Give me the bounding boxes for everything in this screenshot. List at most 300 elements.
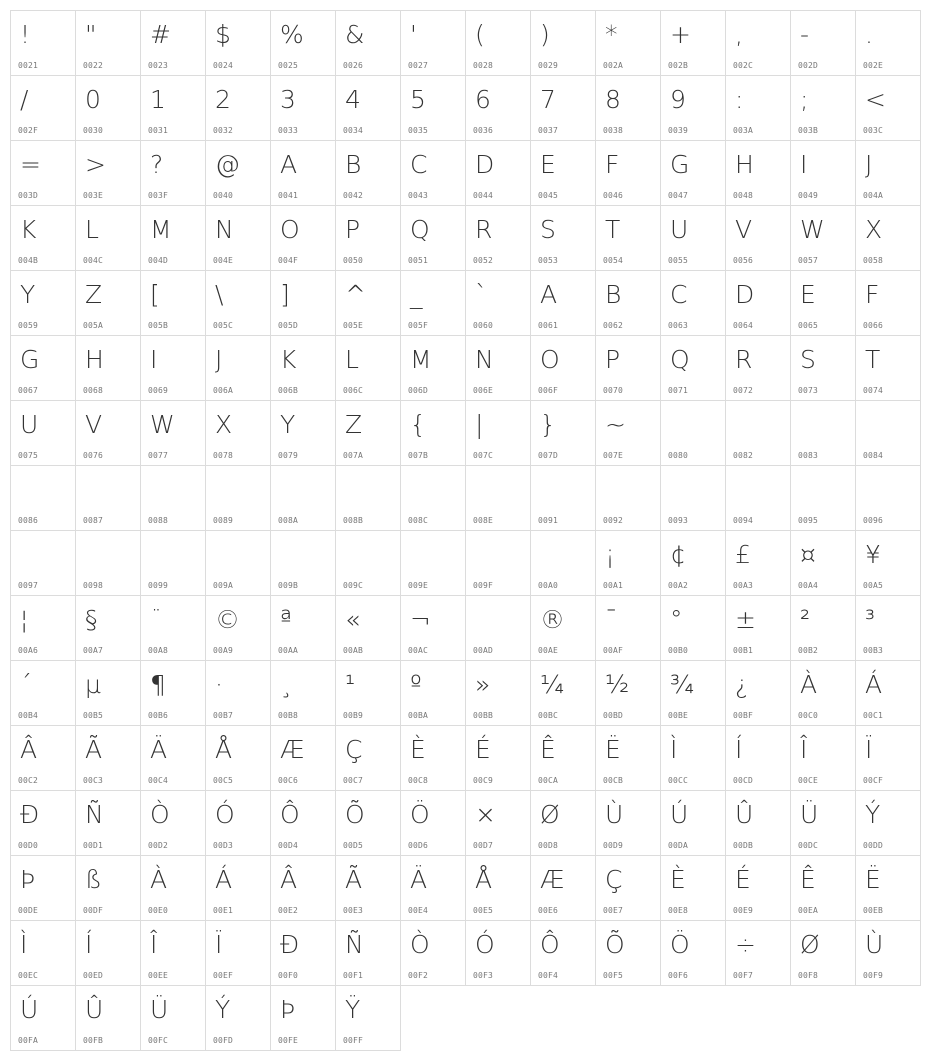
codepoint-label: 00DE xyxy=(18,906,39,915)
glyph-cell xyxy=(400,595,466,661)
glyph-cell xyxy=(75,205,141,271)
codepoint-label: 0071 xyxy=(668,386,689,395)
glyph-cell xyxy=(270,270,336,336)
glyph-sample: Û xyxy=(85,995,103,1024)
glyph-sample: ^ xyxy=(345,280,365,309)
glyph-sample: O xyxy=(280,215,299,244)
codepoint-label: 00BF xyxy=(733,711,754,720)
glyph-cell xyxy=(400,140,466,206)
glyph-sample: Ó xyxy=(215,800,234,829)
glyph-cell xyxy=(205,140,271,206)
glyph-cell xyxy=(75,75,141,141)
codepoint-label: 00BE xyxy=(668,711,689,720)
codepoint-label: 0058 xyxy=(863,256,884,265)
glyph-cell xyxy=(855,10,921,76)
codepoint-label: 0088 xyxy=(148,516,169,525)
glyph-sample: # xyxy=(150,20,170,49)
codepoint-label: 00E8 xyxy=(668,906,689,915)
glyph-cell xyxy=(140,725,206,791)
glyph-cell xyxy=(725,920,791,986)
glyph-cell xyxy=(140,10,206,76)
glyph-cell xyxy=(205,855,271,921)
codepoint-label: 008B xyxy=(343,516,364,525)
glyph-sample: Å xyxy=(215,735,232,764)
codepoint-label: 008C xyxy=(408,516,429,525)
glyph-sample: Ì xyxy=(670,735,677,764)
codepoint-label: 00D9 xyxy=(603,841,624,850)
glyph-sample: E xyxy=(540,150,555,179)
glyph-sample: ¥ xyxy=(865,540,880,569)
glyph-cell xyxy=(270,855,336,921)
codepoint-label: 00DB xyxy=(733,841,754,850)
codepoint-label: 0089 xyxy=(213,516,234,525)
glyph-cell xyxy=(725,465,791,531)
glyph-sample: K xyxy=(280,345,296,374)
glyph-cell xyxy=(205,790,271,856)
glyph-cell xyxy=(205,465,271,531)
codepoint-label: 0073 xyxy=(798,386,819,395)
glyph-cell xyxy=(335,465,401,531)
glyph-sample: ) xyxy=(540,20,549,49)
glyph-sample: ² xyxy=(800,605,810,634)
glyph-sample: Z xyxy=(345,410,362,439)
codepoint-label: 0074 xyxy=(863,386,884,395)
glyph-cell xyxy=(270,400,336,466)
glyph-sample: À xyxy=(150,865,167,894)
codepoint-label: 00B9 xyxy=(343,711,364,720)
codepoint-label: 00B5 xyxy=(83,711,104,720)
glyph-cell xyxy=(400,660,466,726)
codepoint-label: 00AF xyxy=(603,646,624,655)
codepoint-label: 00F1 xyxy=(343,971,364,980)
codepoint-label: 00B8 xyxy=(278,711,299,720)
codepoint-label: 0038 xyxy=(603,126,624,135)
codepoint-label: 009A xyxy=(213,581,234,590)
glyph-sample: Y xyxy=(20,280,35,309)
glyph-cell xyxy=(400,530,466,596)
codepoint-label: 0037 xyxy=(538,126,559,135)
glyph-sample: C xyxy=(410,150,427,179)
glyph-cell xyxy=(855,335,921,401)
glyph-sample: Ú xyxy=(670,800,688,829)
codepoint-label: 00A3 xyxy=(733,581,754,590)
glyph-cell xyxy=(75,140,141,206)
codepoint-label: 00A6 xyxy=(18,646,39,655)
glyph-cell xyxy=(790,920,856,986)
codepoint-label: 00D3 xyxy=(213,841,234,850)
glyph-cell xyxy=(530,855,596,921)
glyph-cell xyxy=(270,75,336,141)
codepoint-label: 00FA xyxy=(18,1036,39,1045)
glyph-cell xyxy=(465,530,531,596)
codepoint-label: 00A7 xyxy=(83,646,104,655)
glyph-cell xyxy=(400,920,466,986)
glyph-cell xyxy=(465,725,531,791)
glyph-cell xyxy=(335,920,401,986)
codepoint-label: 00A9 xyxy=(213,646,234,655)
codepoint-label: 007C xyxy=(473,451,494,460)
glyph-sample: Ö xyxy=(410,800,429,829)
glyph-cell xyxy=(790,10,856,76)
codepoint-label: 00E9 xyxy=(733,906,754,915)
glyph-cell xyxy=(10,205,76,271)
glyph-cell xyxy=(530,400,596,466)
glyph-sample: Ä xyxy=(150,735,167,764)
codepoint-label: 0093 xyxy=(668,516,689,525)
glyph-cell xyxy=(595,725,661,791)
glyph-sample: J xyxy=(215,345,222,374)
glyph-cell xyxy=(205,400,271,466)
glyph-cell xyxy=(270,920,336,986)
character-map-grid xyxy=(10,10,920,1050)
codepoint-label: 00D2 xyxy=(148,841,169,850)
glyph-cell xyxy=(595,400,661,466)
glyph-sample: ¶ xyxy=(150,670,165,699)
glyph-sample: $ xyxy=(215,20,230,49)
glyph-cell xyxy=(400,75,466,141)
glyph-cell xyxy=(205,985,271,1051)
glyph-cell xyxy=(205,335,271,401)
codepoint-label: 00F4 xyxy=(538,971,559,980)
glyph-cell xyxy=(140,985,206,1051)
glyph-sample: Ø xyxy=(540,800,559,829)
glyph-cell xyxy=(725,205,791,271)
codepoint-label: 0075 xyxy=(18,451,39,460)
glyph-sample: Ò xyxy=(410,930,429,959)
glyph-sample: K xyxy=(20,215,36,244)
glyph-cell xyxy=(660,10,726,76)
glyph-cell xyxy=(335,985,401,1051)
glyph-cell xyxy=(335,855,401,921)
codepoint-label: 00CF xyxy=(863,776,884,785)
glyph-sample: ¦ xyxy=(20,605,28,634)
glyph-cell xyxy=(725,400,791,466)
glyph-cell xyxy=(725,530,791,596)
glyph-sample: Ð xyxy=(20,800,39,829)
codepoint-label: 009B xyxy=(278,581,299,590)
glyph-cell xyxy=(270,725,336,791)
glyph-sample: ¨ xyxy=(150,605,162,634)
codepoint-label: 008E xyxy=(473,516,494,525)
glyph-sample: È xyxy=(410,735,425,764)
glyph-cell xyxy=(660,725,726,791)
glyph-cell xyxy=(335,75,401,141)
glyph-sample: W xyxy=(800,215,824,244)
glyph-cell xyxy=(400,855,466,921)
glyph-cell xyxy=(205,270,271,336)
codepoint-label: 00F7 xyxy=(733,971,754,980)
glyph-sample: ´ xyxy=(20,670,32,699)
glyph-sample: X xyxy=(215,410,232,439)
glyph-cell xyxy=(790,335,856,401)
codepoint-label: 0086 xyxy=(18,516,39,525)
glyph-cell xyxy=(270,985,336,1051)
glyph-cell xyxy=(660,140,726,206)
glyph-sample: P xyxy=(605,345,620,374)
glyph-sample: Ÿ xyxy=(345,995,360,1024)
glyph-sample: ? xyxy=(150,150,163,179)
glyph-cell xyxy=(465,790,531,856)
glyph-sample: : xyxy=(735,85,743,114)
codepoint-label: 00E6 xyxy=(538,906,559,915)
glyph-sample: } xyxy=(540,410,555,439)
glyph-cell xyxy=(140,270,206,336)
glyph-sample: 9 xyxy=(670,85,685,114)
glyph-sample: ß xyxy=(85,865,101,894)
codepoint-label: 00A4 xyxy=(798,581,819,590)
codepoint-label: 0051 xyxy=(408,256,429,265)
glyph-sample: ( xyxy=(475,20,484,49)
codepoint-label: 00C3 xyxy=(83,776,104,785)
codepoint-label: 0095 xyxy=(798,516,819,525)
glyph-cell xyxy=(10,465,76,531)
codepoint-label: 00F6 xyxy=(668,971,689,980)
glyph-cell xyxy=(140,465,206,531)
codepoint-label: 00EC xyxy=(18,971,39,980)
glyph-cell xyxy=(660,660,726,726)
glyph-sample: 2 xyxy=(215,85,230,114)
codepoint-label: 00B6 xyxy=(148,711,169,720)
glyph-sample: Ë xyxy=(605,735,620,764)
glyph-sample: Æ xyxy=(280,735,304,764)
glyph-sample: % xyxy=(280,20,303,49)
glyph-cell xyxy=(725,790,791,856)
glyph-cell xyxy=(335,270,401,336)
codepoint-label: 00C6 xyxy=(278,776,299,785)
codepoint-label: 00FB xyxy=(83,1036,104,1045)
codepoint-label: 00E1 xyxy=(213,906,234,915)
glyph-cell xyxy=(335,140,401,206)
glyph-cell xyxy=(530,595,596,661)
glyph-cell xyxy=(335,790,401,856)
codepoint-label: 004F xyxy=(278,256,299,265)
glyph-sample: N xyxy=(215,215,233,244)
codepoint-label: 004E xyxy=(213,256,234,265)
glyph-cell xyxy=(270,595,336,661)
codepoint-label: 0079 xyxy=(278,451,299,460)
glyph-cell xyxy=(10,595,76,661)
glyph-cell xyxy=(140,855,206,921)
glyph-cell xyxy=(595,660,661,726)
glyph-sample: Õ xyxy=(605,930,624,959)
codepoint-label: 00D8 xyxy=(538,841,559,850)
glyph-sample: ¸ xyxy=(280,670,292,699)
codepoint-label: 00D7 xyxy=(473,841,494,850)
glyph-cell xyxy=(790,75,856,141)
glyph-cell xyxy=(790,530,856,596)
glyph-cell xyxy=(855,140,921,206)
glyph-sample: ' xyxy=(410,20,416,49)
codepoint-label: 0021 xyxy=(18,61,39,70)
codepoint-label: 00BB xyxy=(473,711,494,720)
glyph-sample: Q xyxy=(670,345,689,374)
glyph-sample: H xyxy=(735,150,753,179)
glyph-cell xyxy=(465,660,531,726)
glyph-cell xyxy=(855,530,921,596)
glyph-cell xyxy=(465,75,531,141)
glyph-cell xyxy=(465,920,531,986)
glyph-sample: Ý xyxy=(215,995,230,1024)
codepoint-label: 003E xyxy=(83,191,104,200)
glyph-cell xyxy=(530,75,596,141)
glyph-sample: I xyxy=(150,345,157,374)
glyph-sample: A xyxy=(280,150,297,179)
codepoint-label: 00A5 xyxy=(863,581,884,590)
glyph-cell xyxy=(75,10,141,76)
codepoint-label: 007E xyxy=(603,451,624,460)
codepoint-label: 0070 xyxy=(603,386,624,395)
glyph-sample: - xyxy=(800,20,809,49)
glyph-sample: Ç xyxy=(605,865,622,894)
glyph-cell xyxy=(140,335,206,401)
codepoint-label: 00EE xyxy=(148,971,169,980)
glyph-sample: Ü xyxy=(150,995,168,1024)
glyph-cell xyxy=(140,140,206,206)
glyph-cell xyxy=(725,595,791,661)
codepoint-label: 003A xyxy=(733,126,754,135)
codepoint-label: 0096 xyxy=(863,516,884,525)
glyph-cell xyxy=(660,595,726,661)
codepoint-label: 006D xyxy=(408,386,429,395)
codepoint-label: 005F xyxy=(408,321,429,330)
codepoint-label: 0056 xyxy=(733,256,754,265)
glyph-sample: 8 xyxy=(605,85,620,114)
codepoint-label: 0042 xyxy=(343,191,364,200)
codepoint-label: 0091 xyxy=(538,516,559,525)
glyph-cell xyxy=(530,140,596,206)
glyph-sample: D xyxy=(735,280,754,309)
codepoint-label: 005E xyxy=(343,321,364,330)
glyph-cell xyxy=(205,920,271,986)
codepoint-label: 0034 xyxy=(343,126,364,135)
glyph-cell xyxy=(205,530,271,596)
glyph-cell xyxy=(75,985,141,1051)
glyph-cell xyxy=(75,270,141,336)
glyph-cell xyxy=(790,400,856,466)
codepoint-label: 0092 xyxy=(603,516,624,525)
glyph-cell xyxy=(335,660,401,726)
glyph-cell xyxy=(595,270,661,336)
glyph-cell xyxy=(855,270,921,336)
glyph-sample: 3 xyxy=(280,85,295,114)
codepoint-label: 005B xyxy=(148,321,169,330)
glyph-sample: ® xyxy=(540,605,564,634)
codepoint-label: 0028 xyxy=(473,61,494,70)
glyph-cell xyxy=(335,335,401,401)
glyph-sample: Ï xyxy=(215,930,222,959)
glyph-sample: Í xyxy=(735,735,742,764)
codepoint-label: 00DD xyxy=(863,841,884,850)
glyph-sample: Ã xyxy=(85,735,102,764)
glyph-cell xyxy=(465,205,531,271)
glyph-cell xyxy=(10,660,76,726)
glyph-sample: M xyxy=(150,215,171,244)
glyph-cell xyxy=(595,205,661,271)
codepoint-label: 002C xyxy=(733,61,754,70)
glyph-cell xyxy=(530,920,596,986)
codepoint-label: 002F xyxy=(18,126,39,135)
glyph-cell xyxy=(75,335,141,401)
glyph-cell xyxy=(465,400,531,466)
codepoint-label: 0024 xyxy=(213,61,234,70)
glyph-sample: F xyxy=(865,280,879,309)
codepoint-label: 005A xyxy=(83,321,104,330)
codepoint-label: 00F0 xyxy=(278,971,299,980)
glyph-cell xyxy=(790,660,856,726)
glyph-sample: £ xyxy=(735,540,750,569)
glyph-cell xyxy=(400,400,466,466)
glyph-sample: M xyxy=(410,345,431,374)
glyph-sample: Û xyxy=(735,800,753,829)
glyph-sample: _ xyxy=(410,280,422,309)
codepoint-label: 0067 xyxy=(18,386,39,395)
codepoint-label: 0026 xyxy=(343,61,364,70)
glyph-cell xyxy=(10,530,76,596)
glyph-sample: Ó xyxy=(475,930,494,959)
glyph-cell xyxy=(725,855,791,921)
glyph-cell xyxy=(140,920,206,986)
codepoint-label: 00CE xyxy=(798,776,819,785)
codepoint-label: 00B1 xyxy=(733,646,754,655)
codepoint-label: 006E xyxy=(473,386,494,395)
codepoint-label: 0099 xyxy=(148,581,169,590)
glyph-sample: B xyxy=(345,150,361,179)
glyph-cell xyxy=(595,10,661,76)
codepoint-label: 00AA xyxy=(278,646,299,655)
codepoint-label: 00F2 xyxy=(408,971,429,980)
glyph-sample: ³ xyxy=(865,605,875,634)
codepoint-label: 0097 xyxy=(18,581,39,590)
glyph-cell xyxy=(465,140,531,206)
glyph-sample: ½ xyxy=(605,670,629,699)
codepoint-label: 00C4 xyxy=(148,776,169,785)
codepoint-label: 00E7 xyxy=(603,906,624,915)
glyph-sample: . xyxy=(865,20,872,49)
glyph-sample: Ý xyxy=(865,800,880,829)
glyph-cell xyxy=(10,920,76,986)
codepoint-label: 00B0 xyxy=(668,646,689,655)
codepoint-label: 006A xyxy=(213,386,234,395)
glyph-sample: Ê xyxy=(800,865,815,894)
glyph-cell xyxy=(10,335,76,401)
glyph-sample: < xyxy=(865,85,885,114)
glyph-sample: Ã xyxy=(345,865,362,894)
glyph-sample: 4 xyxy=(345,85,360,114)
glyph-sample: Ô xyxy=(280,800,299,829)
glyph-sample: Ø xyxy=(800,930,819,959)
glyph-sample: Â xyxy=(280,865,297,894)
glyph-cell xyxy=(400,335,466,401)
codepoint-label: 007D xyxy=(538,451,559,460)
codepoint-label: 00C1 xyxy=(863,711,884,720)
codepoint-label: 00F5 xyxy=(603,971,624,980)
codepoint-label: 0069 xyxy=(148,386,169,395)
glyph-cell xyxy=(75,725,141,791)
glyph-sample: © xyxy=(215,605,239,634)
codepoint-label: 00BA xyxy=(408,711,429,720)
codepoint-label: 004A xyxy=(863,191,884,200)
glyph-cell xyxy=(205,75,271,141)
codepoint-label: 0076 xyxy=(83,451,104,460)
codepoint-label: 005C xyxy=(213,321,234,330)
codepoint-label: 002A xyxy=(603,61,624,70)
glyph-cell xyxy=(595,920,661,986)
codepoint-label: 005D xyxy=(278,321,299,330)
glyph-cell xyxy=(530,660,596,726)
codepoint-label: 007B xyxy=(408,451,429,460)
glyph-cell xyxy=(10,400,76,466)
codepoint-label: 0047 xyxy=(668,191,689,200)
